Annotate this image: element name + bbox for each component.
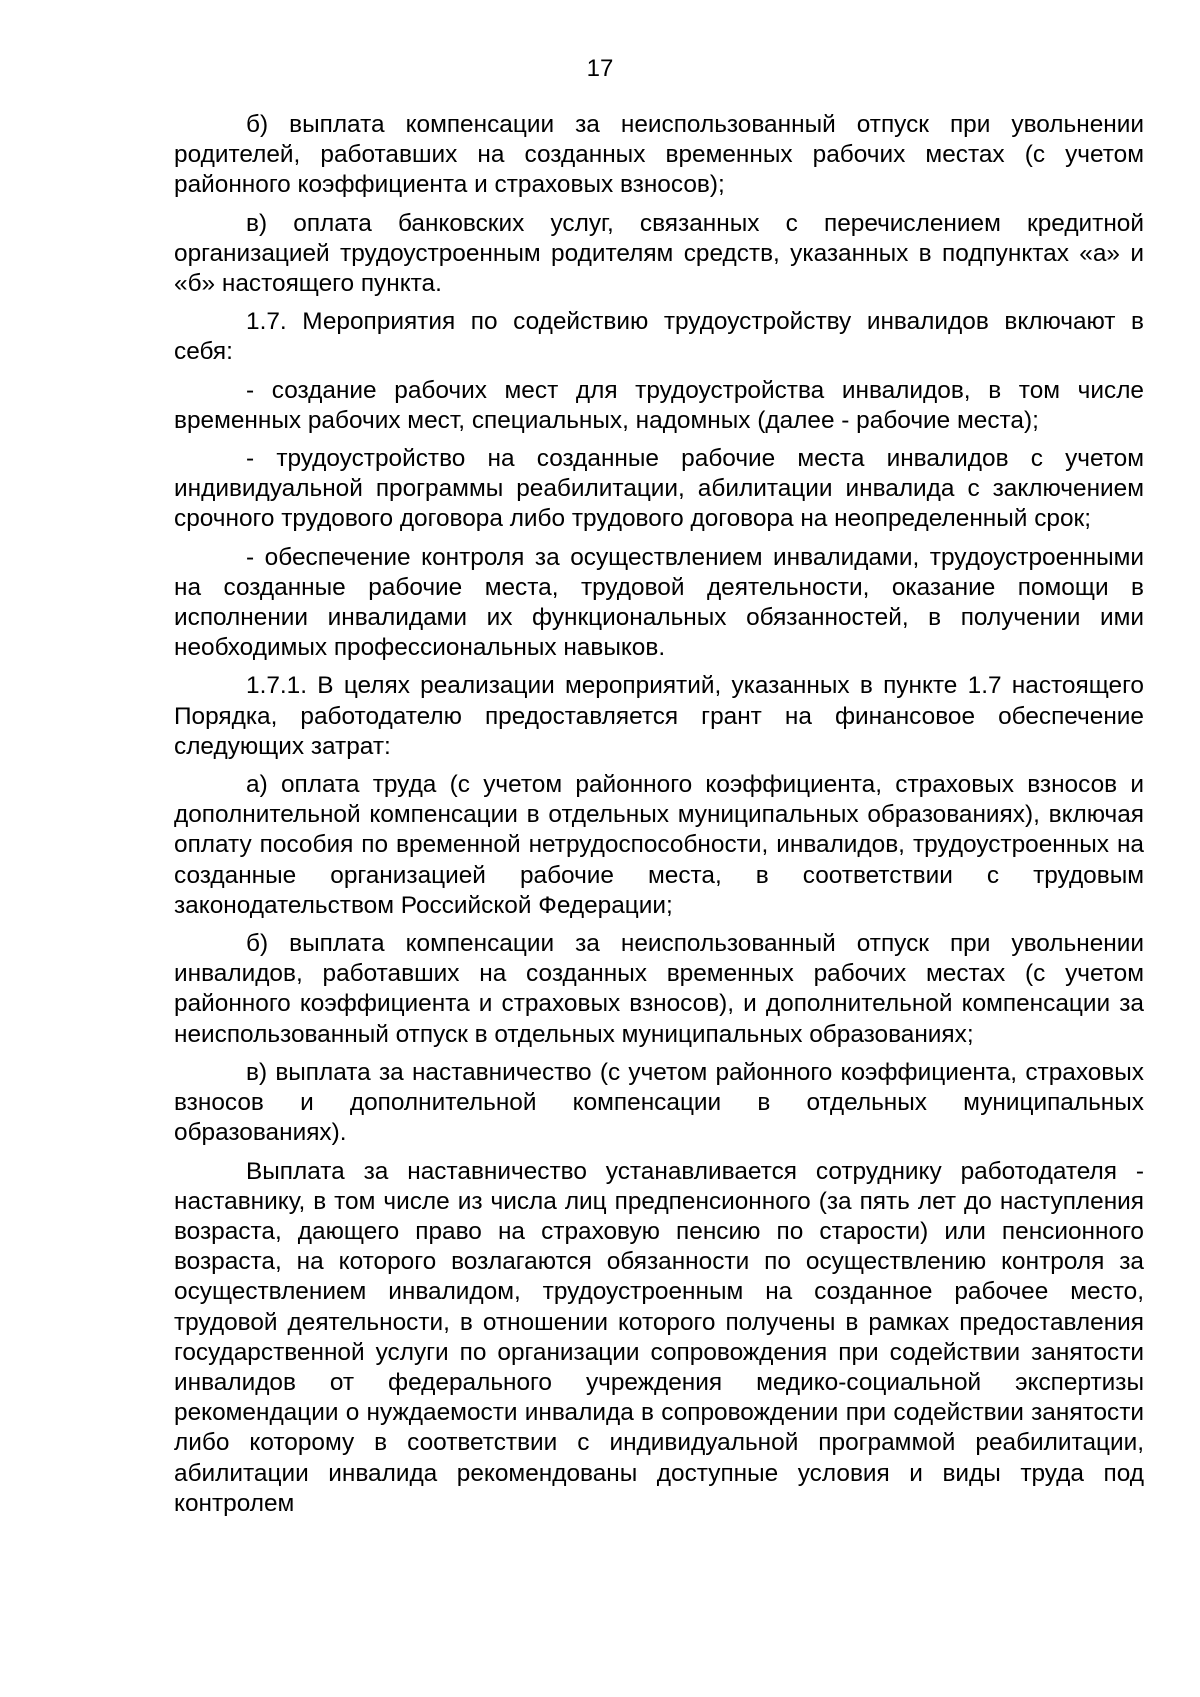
paragraph-a-labor-payment: а) оплата труда (с учетом районного коэффициента, страховых взносов и дополнительной компенсации в отдельных муниципальных образованиях), включая оплату пособия по временной нетрудоспособности, инвалидов, трудоустроенных на созданные организацией рабочие места, в соответствии с трудовым законодательством Российской Федерации; — [174, 771, 1144, 919]
document-body — [174, 110, 1144, 1527]
paragraph-v-mentoring-payment: в) выплата за наставничество (с учетом районного коэффициента, страховых взносов и дополнительной компенсации в отдельных муниципальных образованиях). — [174, 1058, 1144, 1147]
paragraph-v-bank-services: в) оплата банковских услуг, связанных с перечислением кредитной организацией трудоустроенным родителям средств, указанных в подпунктах «а» и «б» настоящего пункта. — [174, 209, 1144, 298]
page-number: 17 — [586, 55, 614, 82]
list-item-control-and-assistance: - обеспечение контроля за осуществлением инвалидами, трудоустроенными на созданные рабочие места, трудовой деятельности, оказание помощи в исполнении инвалидами их функциональных обязанностей, в получении ими необходимых профессиональных навыков. — [174, 543, 1144, 662]
list-item-creating-workplaces: - создание рабочих мест для трудоустройства инвалидов, в том числе временных рабочих мест, специальных, надомных (далее - рабочие места); — [174, 376, 1144, 434]
paragraph-1-7-heading: 1.7. Мероприятия по содействию трудоустройству инвалидов включают в себя: — [174, 308, 1144, 366]
paragraph-mentoring-details: Выплата за наставничество устанавливается сотруднику работодателя - наставнику, в том числе из числа лиц предпенсионного (за пять лет до наступления возраста, дающего право на страховую пенсию по старости) или пенсионного возраста, на которого возлагаются обязанности по осуществлению контроля за осуществлением инвалидом, трудоустроенным на созданное рабочее место, трудовой деятельности, в отношении которого получены в рамках предоставления государственной услуги по организации сопровождения при содействии занятости инвалидов от федерального учреждения медико-социальной экспертизы рекомендации о нуждаемости инвалида в сопровождении при содействии занятости либо которому в соответствии с индивидуальной программой реабилитации, абилитации инвалида рекомендованы доступные условия и виды труда под контролем — [174, 1157, 1144, 1517]
paragraph-b-parents-vacation-compensation: б) выплата компенсации за неиспользованный отпуск при увольнении родителей, работавших на созданных временных рабочих местах (с учетом районного коэффициента и страховых взносов); — [174, 111, 1144, 199]
paragraph-b-disabled-vacation-compensation: б) выплата компенсации за неиспользованный отпуск при увольнении инвалидов, работавших на созданных временных рабочих местах (с учетом районного коэффициента и страховых взносов), и дополнительной компенсации за неиспользованный отпуск в отдельных муниципальных образованиях; — [174, 930, 1144, 1048]
list-item-employment-of-disabled: - трудоустройство на созданные рабочие места инвалидов с учетом индивидуальной программы реабилитации, абилитации инвалида с заключением срочного трудового договора либо трудового договора на неопределенный срок; — [174, 445, 1144, 533]
paragraph-1-7-1-grant: 1.7.1. В целях реализации мероприятий, указанных в пункте 1.7 настоящего Порядка, работодателю предоставляется грант на финансовое обеспечение следующих затрат: — [174, 672, 1144, 760]
